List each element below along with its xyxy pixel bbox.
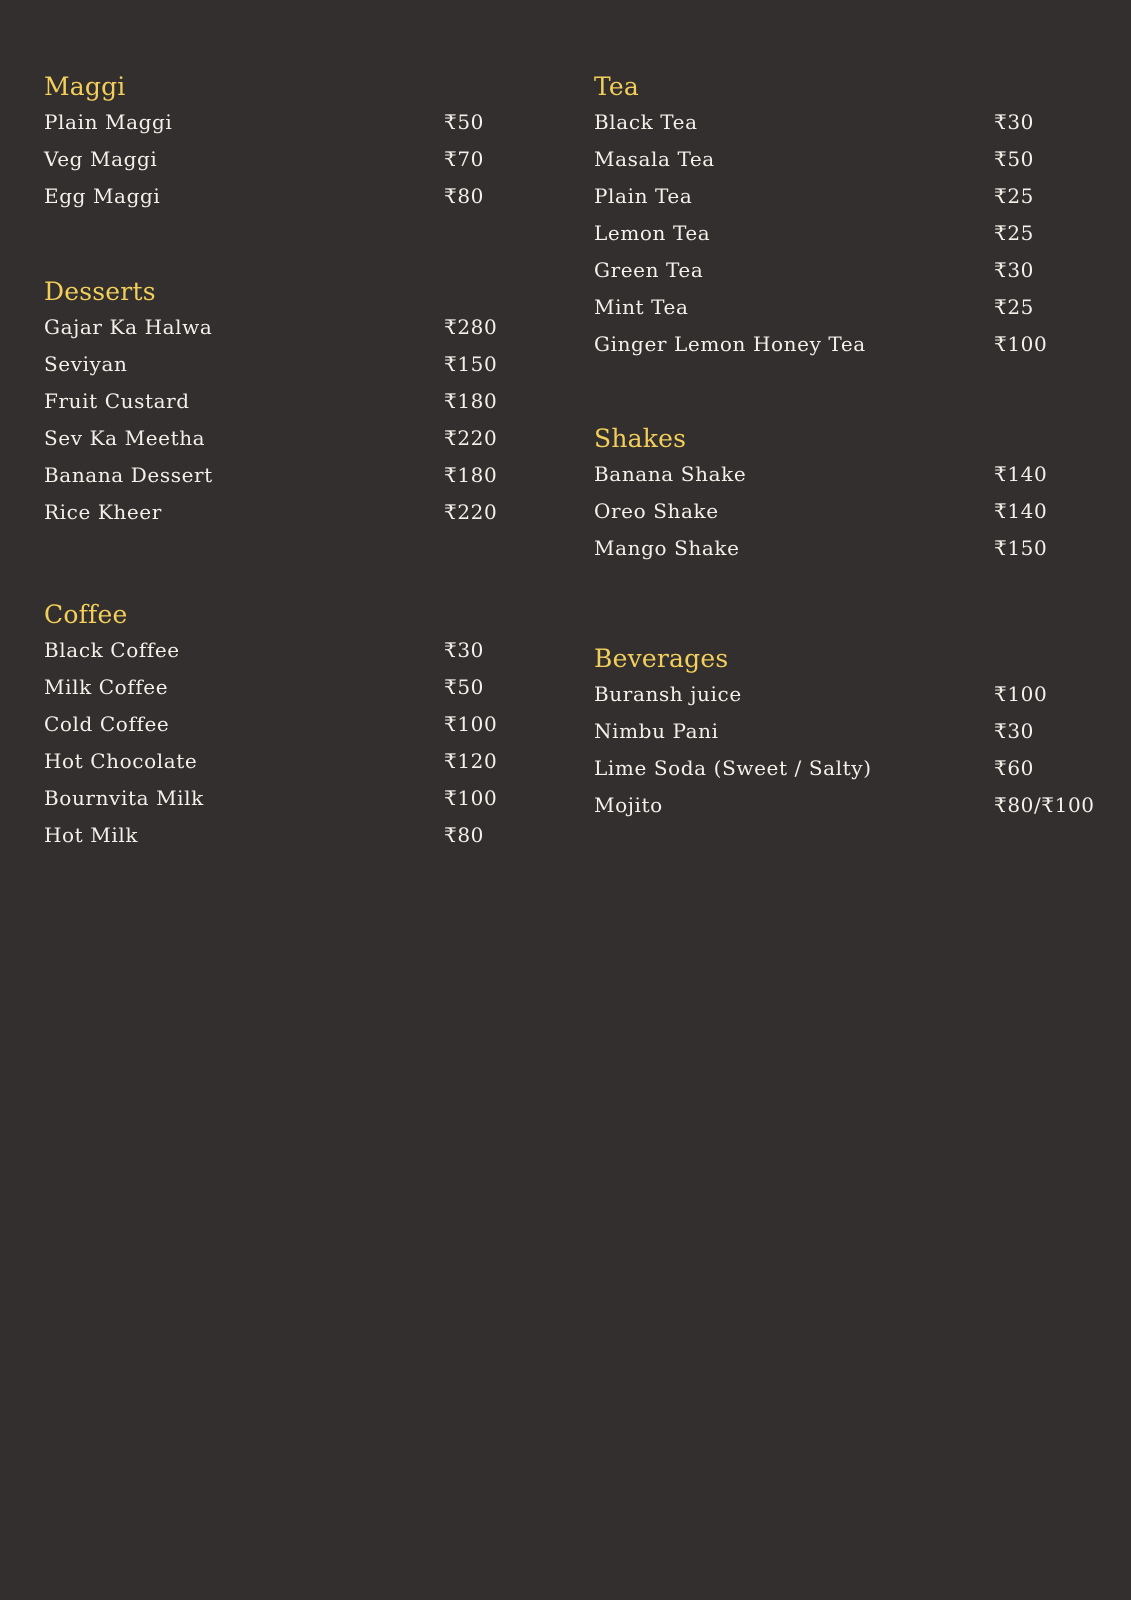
item-name: Nimbu Pani [594,719,719,743]
menu-item [44,182,514,219]
item-price: ₹120 [444,749,498,773]
menu-item [44,784,514,821]
menu-item [44,461,514,498]
item-name: Gajar Ka Halwa [44,315,213,339]
item-name: Bournvita Milk [44,786,204,810]
item-name: Banana Shake [594,462,747,486]
menu-item [594,497,1104,534]
menu-item [44,108,514,145]
item-price: ₹60 [994,756,1034,780]
item-price: ₹140 [994,499,1048,523]
menu-item [594,145,1104,182]
item-name: Masala Tea [594,147,715,171]
item-name: Seviyan [44,352,128,376]
item-price: ₹80 [444,823,484,847]
menu-item [44,821,514,858]
item-name: Plain Tea [594,184,693,208]
item-price: ₹220 [444,500,498,524]
menu-item [594,791,1104,828]
item-name: Hot Chocolate [44,749,198,773]
item-name: Lime Soda (Sweet / Salty) [594,756,872,780]
menu-item [594,330,1104,367]
menu-item [594,680,1104,717]
item-price: ₹100 [994,682,1048,706]
menu-item [44,350,514,387]
menu-item [44,313,514,350]
item-name: Green Tea [594,258,704,282]
menu-item [594,108,1104,145]
item-name: Lemon Tea [594,221,711,245]
item-name: Plain Maggi [44,110,173,134]
item-price: ₹25 [994,295,1034,319]
item-list [594,680,1104,828]
item-price: ₹140 [994,462,1048,486]
section-title: Coffee [44,600,128,629]
menu-item [594,754,1104,791]
item-price: ₹280 [444,315,498,339]
item-name: Banana Dessert [44,463,213,487]
item-price: ₹80/₹100 [994,793,1095,817]
item-price: ₹30 [994,719,1034,743]
menu-item [44,636,514,673]
item-price: ₹100 [444,786,498,810]
section-title: Beverages [594,644,729,673]
menu-item [44,710,514,747]
menu-item [44,387,514,424]
item-name: Rice Kheer [44,500,162,524]
item-list [44,108,514,219]
section-title: Shakes [594,424,687,453]
section-desserts [44,275,514,535]
item-price: ₹180 [444,463,498,487]
section-title: Tea [594,72,640,101]
item-name: Black Tea [594,110,698,134]
menu-item [594,293,1104,330]
menu-item [594,219,1104,256]
item-price: ₹50 [994,147,1034,171]
item-name: Ginger Lemon Honey Tea [594,332,866,356]
item-price: ₹25 [994,184,1034,208]
item-name: Milk Coffee [44,675,169,699]
item-price: ₹70 [444,147,484,171]
item-name: Mint Tea [594,295,689,319]
item-name: Buransh juice [594,682,742,706]
item-price: ₹25 [994,221,1034,245]
item-price: ₹30 [444,638,484,662]
item-price: ₹50 [444,675,484,699]
menu-item [594,460,1104,497]
section-title: Desserts [44,277,156,306]
item-price: ₹30 [994,258,1034,282]
section-tea [594,70,1104,367]
menu-item [44,747,514,784]
item-list [44,636,514,858]
menu-item [594,717,1104,754]
item-price: ₹220 [444,426,498,450]
item-name: Hot Milk [44,823,139,847]
section-maggi [44,70,514,219]
item-list [594,108,1104,367]
item-price: ₹50 [444,110,484,134]
item-name: Cold Coffee [44,712,170,736]
menu-item [594,534,1104,571]
menu-item [594,256,1104,293]
item-name: Fruit Custard [44,389,190,413]
item-price: ₹30 [994,110,1034,134]
menu-item [44,145,514,182]
item-price: ₹150 [444,352,498,376]
item-price: ₹80 [444,184,484,208]
item-name: Mango Shake [594,536,740,560]
item-list [594,460,1104,571]
item-name: Black Coffee [44,638,180,662]
item-name: Veg Maggi [44,147,158,171]
item-price: ₹100 [994,332,1048,356]
menu-item [44,498,514,535]
section-beverages [594,642,1104,828]
section-title: Maggi [44,72,126,101]
section-shakes [594,422,1104,571]
item-name: Mojito [594,793,663,817]
item-price: ₹180 [444,389,498,413]
item-name: Sev Ka Meetha [44,426,206,450]
item-price: ₹100 [444,712,498,736]
item-list [44,313,514,535]
section-coffee [44,598,514,858]
menu-item [44,673,514,710]
menu-item [594,182,1104,219]
item-name: Oreo Shake [594,499,719,523]
item-name: Egg Maggi [44,184,161,208]
menu-item [44,424,514,461]
item-price: ₹150 [994,536,1048,560]
